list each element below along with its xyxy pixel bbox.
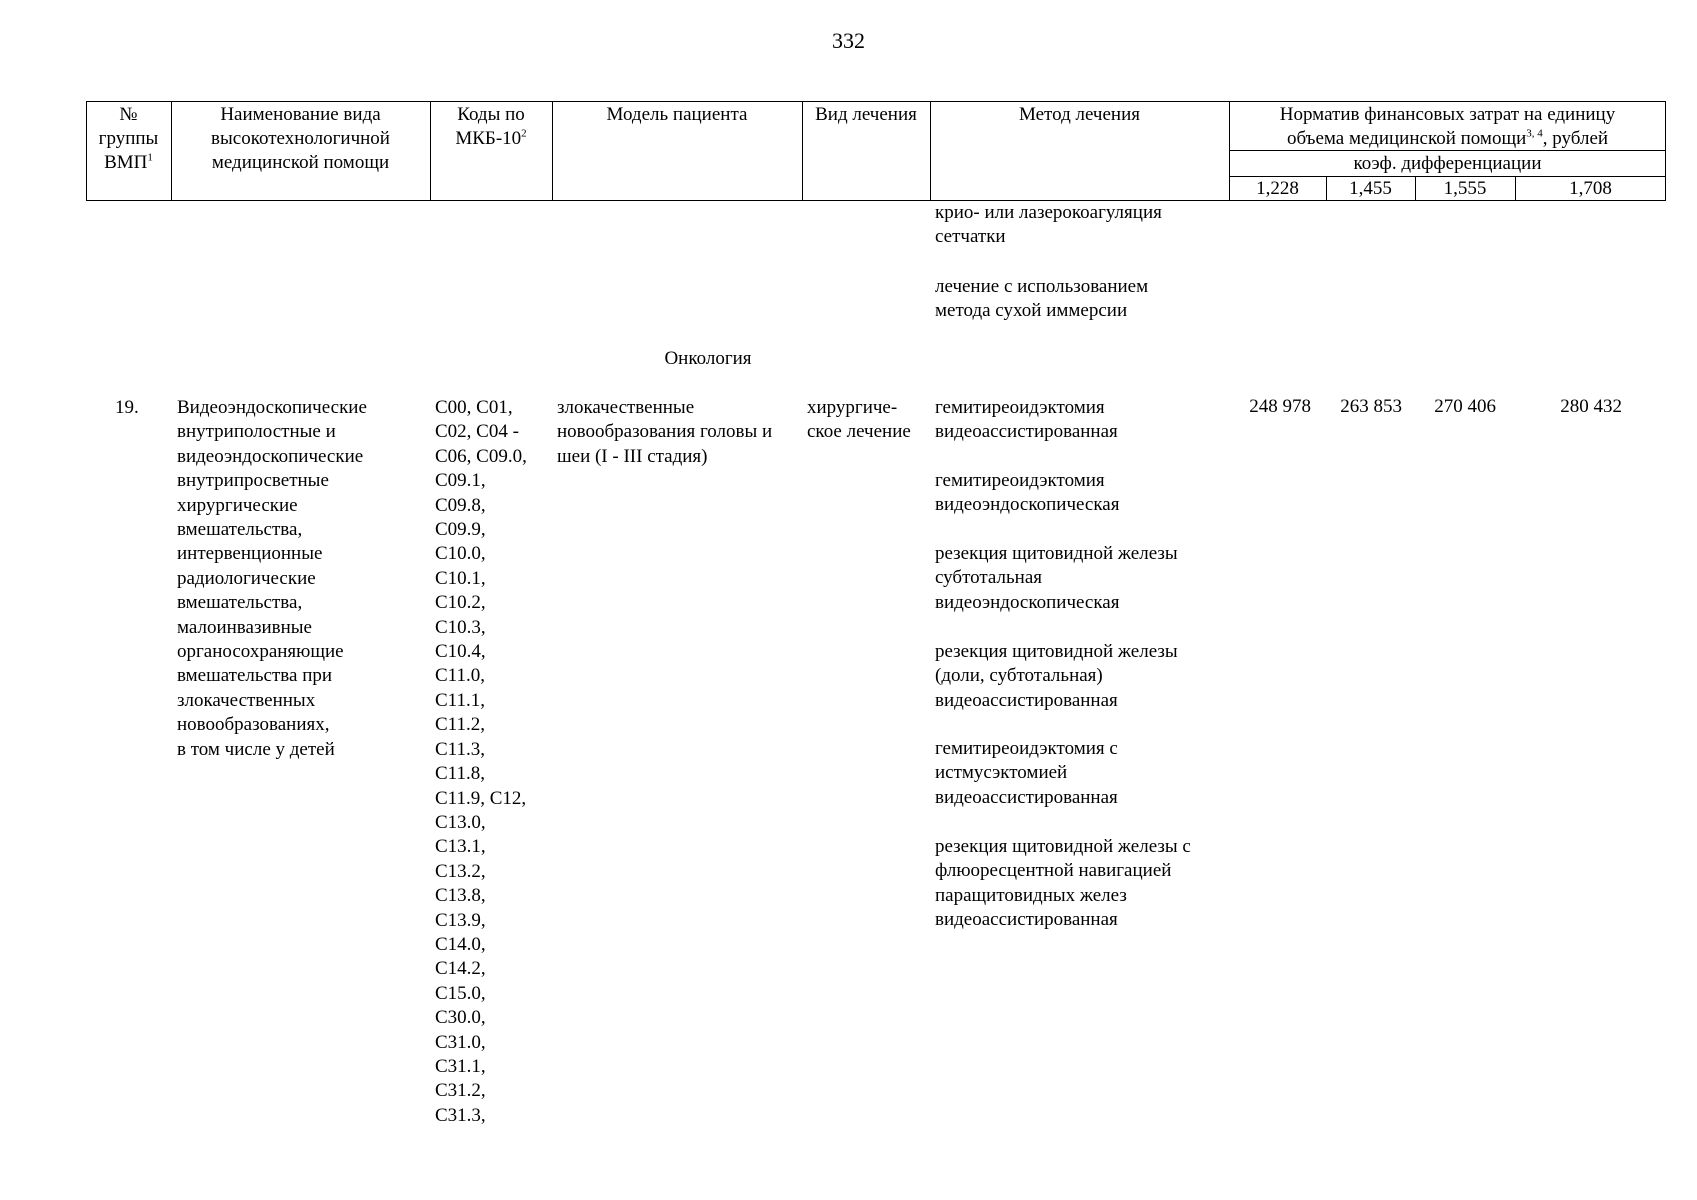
header-text: Норматив финансовых затрат на единицу: [1279, 104, 1616, 125]
row-model: злокачественные новообразования головы и шеи (I - III стадия): [557, 397, 773, 467]
header-text: Коды по: [457, 104, 525, 125]
header-col-name: [171, 103, 430, 175]
page-number: 332: [832, 28, 865, 53]
footnote-mark: 1: [147, 151, 153, 164]
row-method: резекция щитовидной железы (доли, субтотальная) видеоассистированная: [935, 641, 1178, 711]
row-cost: 280 432: [1560, 396, 1622, 417]
footnote-mark: 3, 4: [1526, 127, 1543, 140]
header-col-method: Метод лечения: [1018, 104, 1140, 125]
coef-value: 1,555: [1443, 178, 1487, 199]
divider: [1229, 176, 1666, 177]
header-col-model: Модель пациента: [606, 104, 748, 125]
section-title: Онкология: [664, 348, 752, 369]
header-text: медицинской помощи: [211, 152, 390, 173]
header-col-kind: Вид лечения: [815, 104, 917, 125]
header-text: , рублей: [1542, 128, 1609, 149]
row-cost: 263 853: [1340, 396, 1402, 417]
continuation-method: крио- или лазерокоагуляция сетчатки: [935, 202, 1162, 248]
row-method: резекция щитовидной железы с флюоресцентной навигацией паращитовидных желез видеоассистированная: [935, 836, 1191, 931]
coef-value: 1,228: [1256, 178, 1299, 199]
header-text: группы: [98, 128, 159, 149]
header-col-group: [86, 103, 171, 175]
continuation-method: лечение с использованием метода сухой иммерсии: [935, 276, 1149, 322]
header-text: Наименование вида: [220, 104, 381, 125]
coef-value: 1,455: [1349, 178, 1392, 199]
header-coef-label: коэф. дифференциации: [1353, 153, 1542, 174]
header-col-codes: [430, 103, 552, 151]
header-text: МКБ-10: [455, 128, 522, 149]
row-codes: C00, C01, C02, C04 - C06, C09.0, C09.1, C09.8, C09.9, C10.0, C10.1, C10.2, C10.3, C10.4, C11.0, C11.1, C11.2, C11.3, C11.8, C11.9, C12, C13.0, C13.1, C13.2, C13.8, C13.9, C14.0, C14.2, C15.0, C30.0, C31.0, C31.1, C31.2, C31.3,: [435, 397, 527, 1126]
coef-value: 1,708: [1569, 178, 1612, 199]
row-cost: 248 978: [1249, 396, 1311, 417]
row-method: гемитиреоидэктомия видеоассистированная: [935, 397, 1118, 443]
row-number: 19.: [115, 397, 139, 418]
header-col-norm: [1229, 103, 1666, 151]
table-header: [86, 101, 1666, 201]
row-method: гемитиреоидэктомия с истмусэктомией видеоассистированная: [935, 738, 1118, 808]
row-method: гемитиреоидэктомия видеоэндоскопическая: [935, 470, 1120, 516]
row-method: резекция щитовидной железы субтотальная видеоэндоскопическая: [935, 543, 1178, 613]
header-text: ВМП: [104, 152, 148, 173]
header-text: №: [119, 104, 138, 125]
row-cost: 270 406: [1434, 396, 1496, 417]
row-kind: хирургиче- ское лечение: [807, 397, 911, 443]
header-text: объема медицинской помощи: [1286, 128, 1527, 149]
footnote-mark: 2: [521, 127, 527, 140]
row-name: Видеоэндоскопические внутриполостные и видеоэндоскопические внутрипросветные хирургические вмешательства, интервенционные радиологические вмешательства, малоинвазивные органосохраняющие вмешательства при злокачественных новообразованиях, в том числе у детей: [177, 397, 367, 760]
header-text: высокотехнологичной: [211, 128, 390, 149]
